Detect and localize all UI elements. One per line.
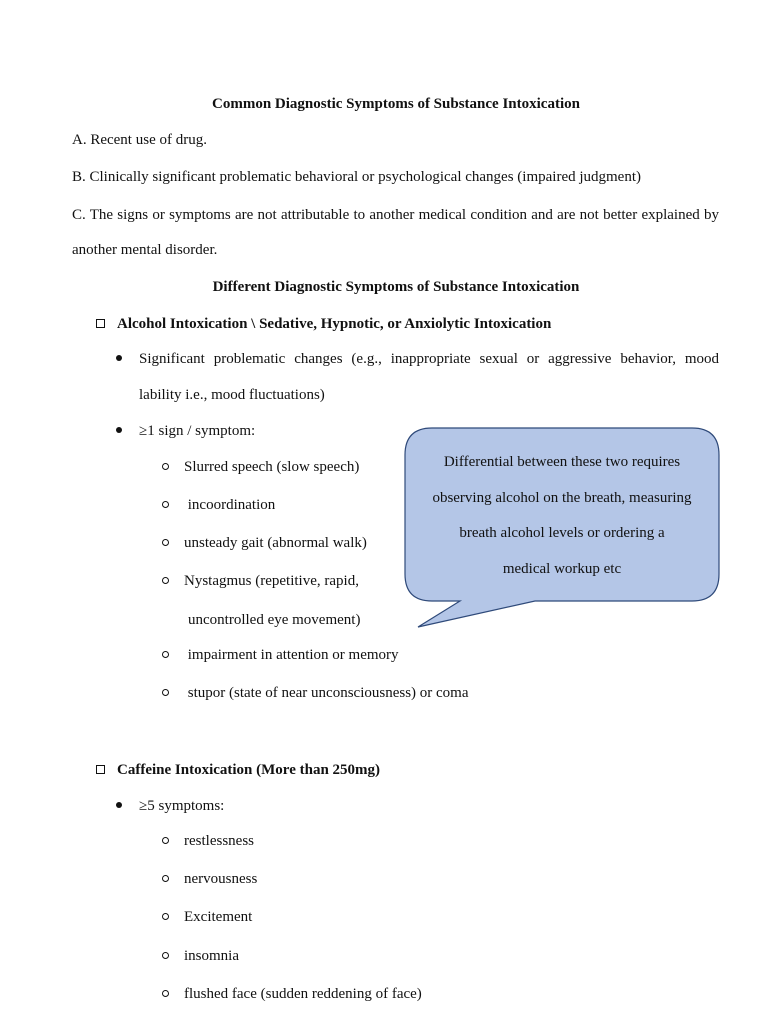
- alcohol-bullet1-line2: lability i.e., mood fluctuations): [139, 387, 325, 403]
- item-a: A. Recent use of drug.: [72, 132, 207, 148]
- symptom-item: insomnia: [184, 948, 239, 964]
- symptom-item: Excitement: [184, 909, 253, 925]
- callout-line: Differential between these two requires: [443, 454, 681, 470]
- symptom-item: nervousness: [184, 871, 258, 887]
- circle-bullet-icon: [162, 837, 169, 844]
- circle-bullet-icon: [162, 913, 169, 920]
- item-c-line1: C. The signs or symptoms are not attributable to another medical condition and are not better explained by: [72, 207, 719, 223]
- callout-line: breath alcohol levels or ordering a: [459, 525, 665, 541]
- item-b: B. Clinically significant problematic behavioral or psychological changes (impaired judgment): [72, 169, 642, 185]
- symptom-item: flushed face (sudden reddening of face): [184, 986, 422, 1002]
- sign-item: unsteady gait (abnormal walk): [184, 535, 367, 551]
- sign-item: stupor (state of near unconsciousness) or coma: [184, 685, 469, 701]
- alcohol-bullet2: ≥1 sign / symptom:: [139, 423, 256, 439]
- sign-item: Nystagmus (repetitive, rapid,: [184, 573, 359, 589]
- circle-bullet-icon: [162, 952, 169, 959]
- circle-bullet-icon: [162, 875, 169, 882]
- sign-item: incoordination: [184, 497, 276, 513]
- sign-item-continuation: uncontrolled eye movement): [188, 612, 361, 628]
- alcohol-bullet1-line1: Significant problematic changes (e.g., inappropriate sexual or aggressive behavior, mood: [139, 351, 719, 367]
- common-heading: Common Diagnostic Symptoms of Substance Intoxication: [212, 96, 580, 112]
- callout-line: observing alcohol on the breath, measuring: [432, 490, 692, 506]
- caffeine-heading: Caffeine Intoxication (More than 250mg): [117, 762, 381, 778]
- item-c-line2: another mental disorder.: [72, 242, 218, 258]
- circle-bullet-icon: [162, 990, 169, 997]
- caffeine-bullet1: ≥5 symptoms:: [139, 798, 225, 814]
- different-heading: Different Diagnostic Symptoms of Substance Intoxication: [212, 279, 580, 295]
- sign-item: Slurred speech (slow speech): [184, 459, 360, 475]
- symptom-item: restlessness: [184, 833, 254, 849]
- bullet-dot-icon: [116, 802, 122, 808]
- sign-item: impairment in attention or memory: [184, 647, 399, 663]
- checkbox-bullet-icon: [96, 765, 105, 774]
- alcohol-heading: Alcohol Intoxication \ Sedative, Hypnotic, or Anxiolytic Intoxication: [117, 316, 552, 332]
- callout-line: medical workup etc: [502, 561, 622, 577]
